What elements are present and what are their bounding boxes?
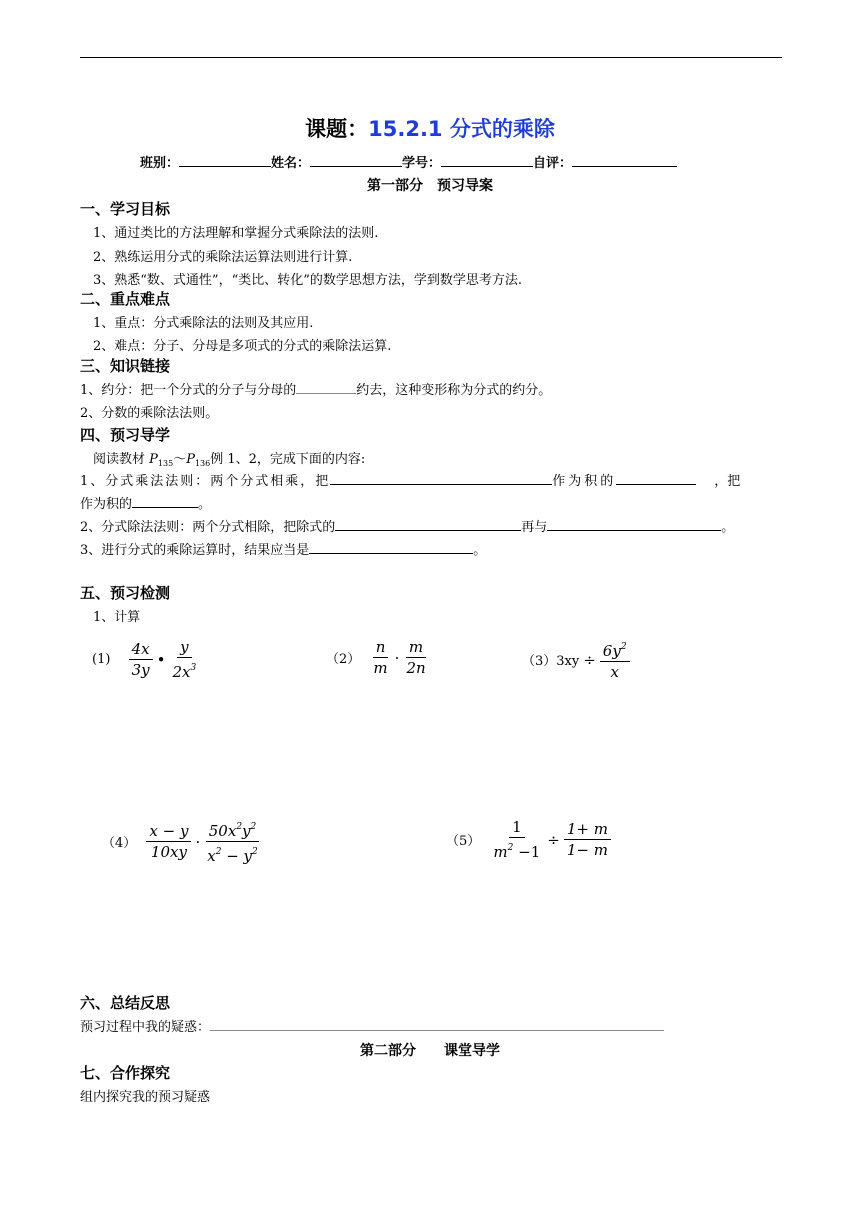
s5-heading: 五、预习检测 <box>80 584 171 602</box>
self-eval-field[interactable] <box>572 154 677 167</box>
s3-line2: 2、分数的乘除法法则。 <box>80 406 219 421</box>
blank-field[interactable] <box>309 541 473 554</box>
s2-item: 1、重点：分式乘除法的法则及其应用. <box>93 316 314 331</box>
header-rule <box>80 57 782 58</box>
s2-item: 2、难点：分子、分母是多项式的分式的乘除法运算. <box>93 339 392 354</box>
name-field[interactable] <box>310 154 402 167</box>
doubt-field[interactable] <box>210 1018 664 1031</box>
blank-field[interactable] <box>547 518 721 531</box>
blank-field[interactable] <box>335 518 521 531</box>
s3-heading: 三、知识链接 <box>80 357 171 375</box>
id-field[interactable] <box>441 154 533 167</box>
question-4: （4） $\frac{x - y}{10xy}$ · $\frac{50x^2y^2}{x^2 - y^2}$ <box>102 817 261 866</box>
s1-item: 1、通过类比的方法理解和掌握分式乘除法的法则. <box>93 226 379 241</box>
part1-heading: 第一部分 预习导案 <box>367 178 493 194</box>
s6-heading: 六、总结反思 <box>80 994 171 1012</box>
s4-read-line: 阅读教材 $P_{135}\sim P_{136}$例 1、2，完成下面的内容: <box>93 452 366 468</box>
part2-heading: 第二部分 课堂导学 <box>360 1043 500 1059</box>
student-info-row: 班别： 姓名： 学号： 自评： <box>140 152 677 171</box>
question-5: （5） $\frac{1}{m^2 -1}$ ÷ $\frac{1+ m}{1- m}$ <box>446 817 611 862</box>
s4-rule2: 2、分式除法法则：两个分式相除，把除式的 再与 。 <box>80 520 735 535</box>
s4-rule1-cont: 作为积的 。 <box>80 497 212 512</box>
s1-item: 3、熟悉“数、式通性”，“类比、转化”的数学思想方法，学到数学思考方法. <box>93 273 522 288</box>
blank-field[interactable] <box>132 495 198 508</box>
s2-heading: 二、重点难点 <box>80 290 171 308</box>
blank-field[interactable] <box>296 381 356 394</box>
question-3: （3）3xy ÷ $\frac{6y^2}{x}$ <box>522 637 630 682</box>
s7-heading: 七、合作探究 <box>80 1064 171 1082</box>
s1-item: 2、熟练运用分式的乘除法运算法则进行计算. <box>93 250 353 265</box>
question-2: （2） $\frac{n}{m}$ · $\frac{m}{2n}$ <box>326 638 426 677</box>
blank-field[interactable] <box>616 472 696 485</box>
blank-field[interactable] <box>330 472 552 485</box>
class-field[interactable] <box>179 154 271 167</box>
question-1: (1) $\frac{4x}{3y}$ • $\frac{y}{2x^3}$ <box>92 638 197 681</box>
s3-line1: 1、约分：把一个分式的分子与分母的 约去，这种变形称为分式的约分。 <box>80 383 552 398</box>
s7-text: 组内探究我的预习疑惑 <box>80 1090 211 1105</box>
s4-rule3: 3、进行分式的乘除运算时，结果应当是 。 <box>80 543 487 558</box>
s5-sub: 1、计算 <box>93 610 141 625</box>
page-title: 课题：15.2.1 分式的乘除 <box>305 117 555 141</box>
s6-line: 预习过程中我的疑惑： <box>80 1016 664 1035</box>
s1-heading: 一、学习目标 <box>80 200 171 218</box>
s4-heading: 四、预习导学 <box>80 426 171 444</box>
s4-rule1: 1、分式乘法法则：两个分式相乘，把 作为积的 ，把 <box>80 474 741 489</box>
